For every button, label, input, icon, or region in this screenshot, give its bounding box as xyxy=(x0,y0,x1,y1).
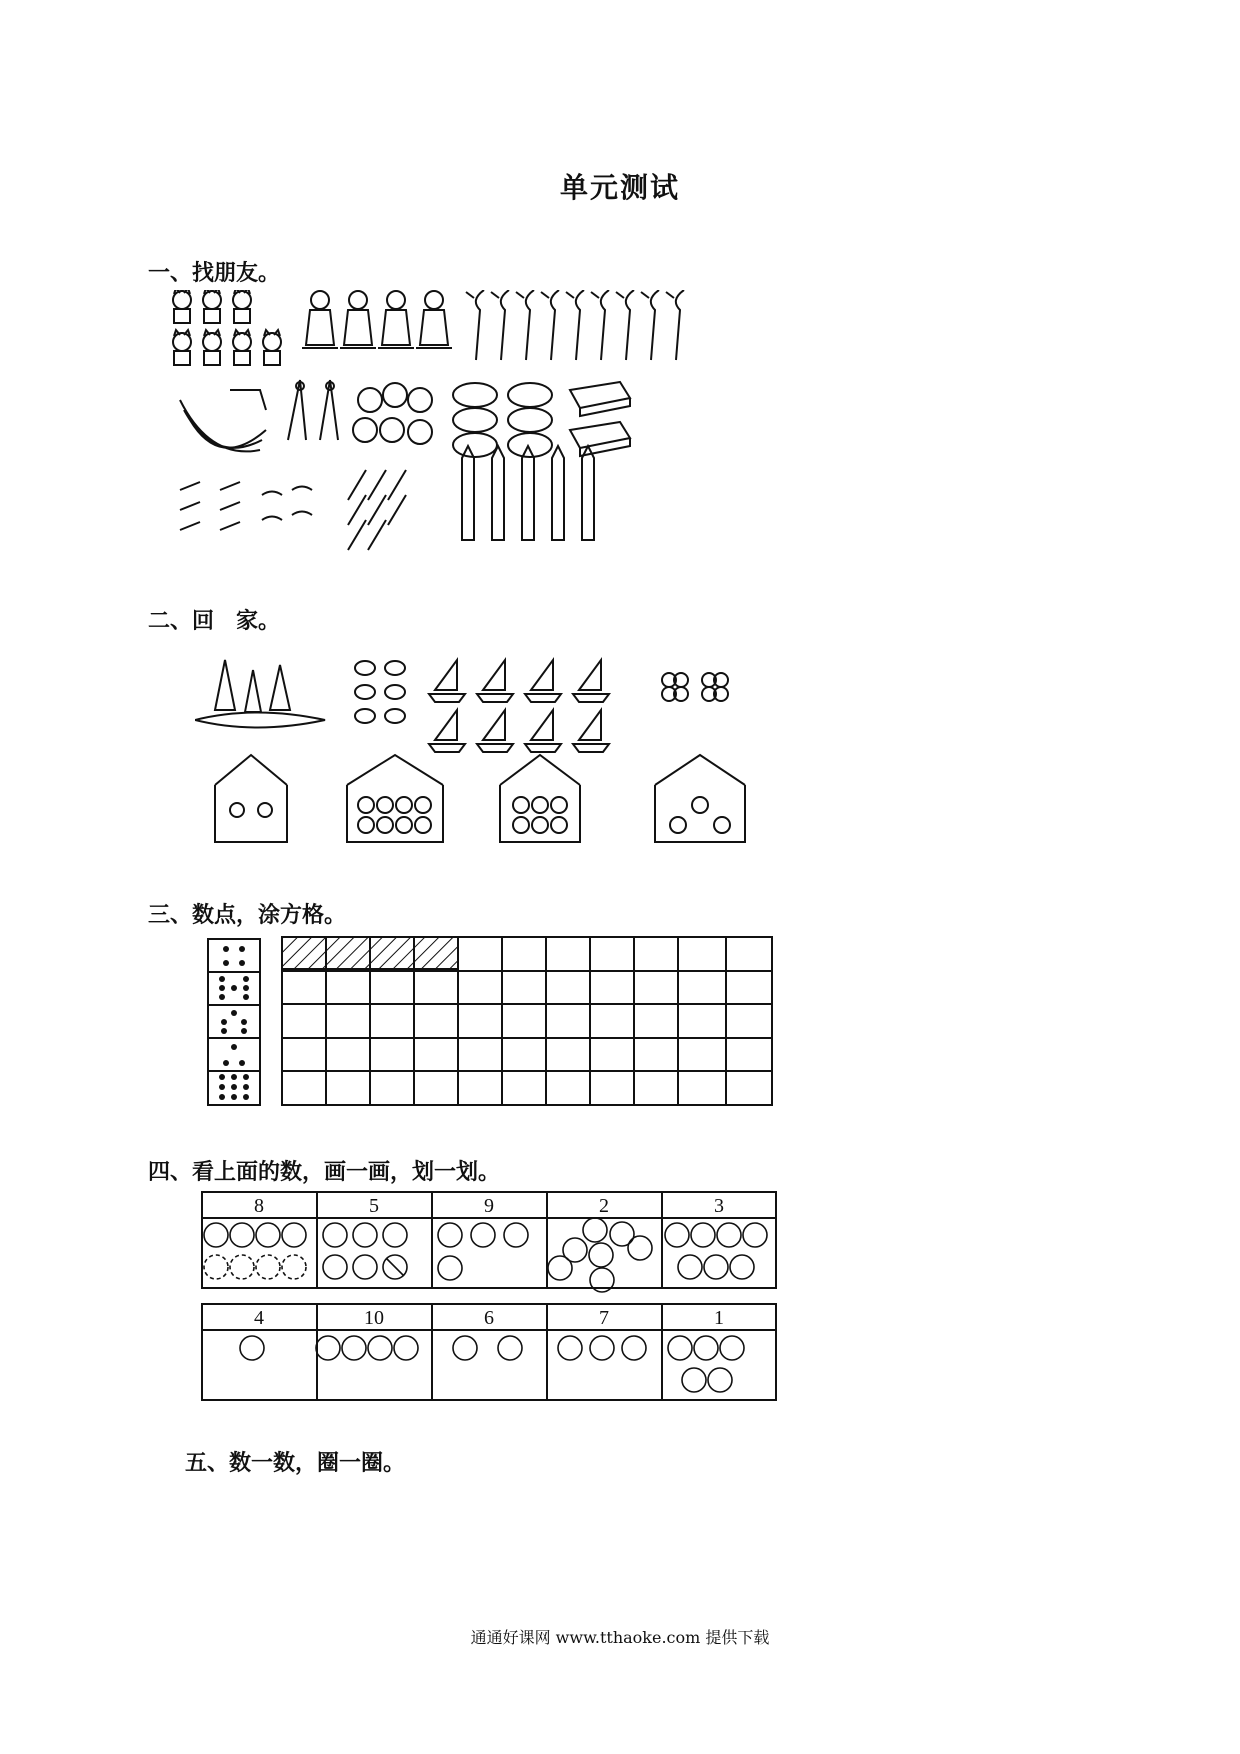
section-4-heading: 四、看上面的数，画一画，划一划。 xyxy=(148,1159,501,1185)
section-1-pictures xyxy=(170,290,730,560)
dice-dots xyxy=(219,946,249,1100)
table2-num-2: 6 xyxy=(484,1307,494,1329)
section-3-heading: 三、数点，涂方格。 xyxy=(148,902,347,928)
dice-column xyxy=(208,939,260,1105)
children-icon xyxy=(353,383,432,444)
count-tables xyxy=(200,1190,780,1410)
carrots-icon xyxy=(180,482,240,530)
table1-num-3: 2 xyxy=(599,1195,609,1217)
table2-num-3: 7 xyxy=(599,1307,609,1329)
houses-icon xyxy=(215,755,745,842)
butterflies-icon xyxy=(662,673,728,701)
birds-icon xyxy=(262,487,312,521)
cats-icon xyxy=(173,290,281,365)
table2-num-1: 10 xyxy=(364,1307,384,1329)
section-2-heading: 二、回 家。 xyxy=(148,608,281,634)
section-5-heading: 五、数一数，圈一圈。 xyxy=(185,1450,406,1476)
table2-num-0: 4 xyxy=(254,1307,264,1329)
section-1-heading: 一、找朋友。 xyxy=(148,260,281,286)
books-icon xyxy=(570,382,630,456)
bamboo-shoots-icon xyxy=(195,660,325,728)
bananas-icon xyxy=(180,390,266,451)
page-title: 单元测试 xyxy=(559,171,680,204)
fish-icon xyxy=(348,470,406,550)
footer-text: 通通好课网 www.tthaoke.com 提供下载 xyxy=(470,1628,770,1647)
shrimps-icon xyxy=(466,290,684,360)
pencils-icon xyxy=(462,446,594,540)
color-grid xyxy=(282,937,772,1105)
sailboats-icon xyxy=(429,660,609,752)
monks-icon xyxy=(302,291,452,348)
bees-icon xyxy=(355,661,405,723)
dice-and-grid xyxy=(200,935,780,1115)
compasses-icon xyxy=(288,380,338,440)
table1-num-1: 5 xyxy=(369,1195,379,1217)
table2-num-4: 1 xyxy=(714,1307,724,1329)
table1-num-4: 3 xyxy=(714,1195,724,1217)
table1-num-2: 9 xyxy=(484,1195,494,1217)
section-2-pictures xyxy=(195,650,755,860)
table1-num-0: 8 xyxy=(254,1195,264,1217)
